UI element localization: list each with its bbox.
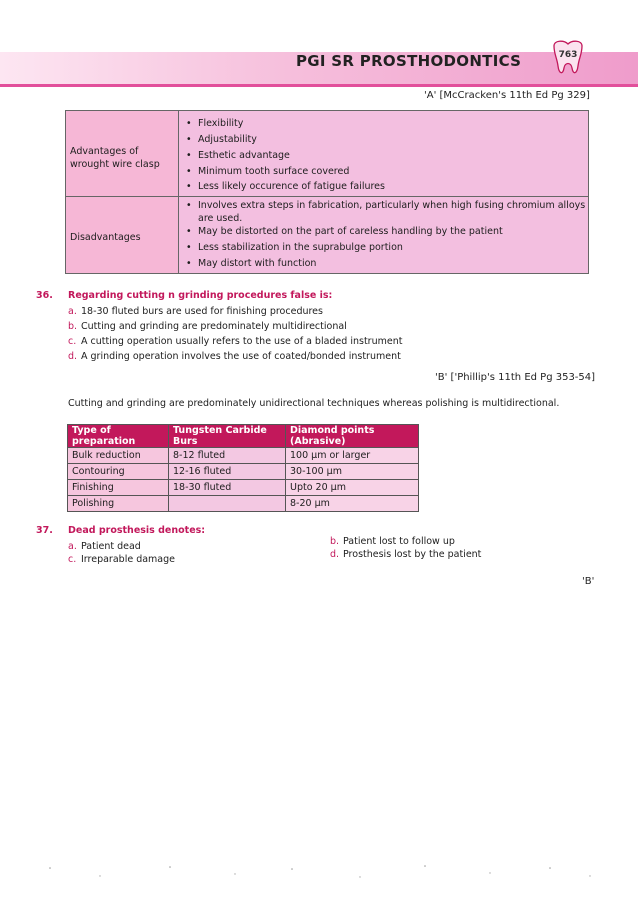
column-header: Diamond points (Abrasive) xyxy=(286,425,419,448)
list-item: • Minimum tooth surface covered xyxy=(186,165,594,178)
list-item: • Less stabilization in the suprabulge portion xyxy=(186,241,594,254)
option-d: d. A grinding operation involves the use of coated/bonded instrument xyxy=(68,351,401,362)
row-label: Advantages of wrought wire clasp xyxy=(70,146,160,170)
option-c: c. A cutting operation usually refers to the use of a bladed instrument xyxy=(68,336,403,347)
list-item: • Adjustability xyxy=(186,133,594,146)
answer-reference: 'A' [McCracken's 11th Ed Pg 329] xyxy=(424,90,590,101)
option-a: a. Patient dead xyxy=(68,541,141,552)
table-cell: Finishing xyxy=(68,480,169,496)
column-header: Type of preparation xyxy=(68,425,169,448)
answer-reference: 'B' ['Phillip's 11th Ed Pg 353-54] xyxy=(435,372,596,383)
header-rule xyxy=(0,84,638,87)
table-cell: 8-12 fluted xyxy=(169,448,286,464)
option-d: d. Prosthesis lost by the patient xyxy=(330,549,482,560)
table-row xyxy=(68,464,419,480)
question-text: Regarding cutting n grinding procedures false is: xyxy=(68,290,333,301)
question-text: Dead prosthesis denotes: xyxy=(68,525,206,536)
table-cell: 18-30 fluted xyxy=(169,480,286,496)
list-item: • Less likely occurence of fatigue failures xyxy=(186,180,594,193)
option-b: b. Cutting and grinding are predominately multidirectional xyxy=(68,321,347,332)
table-cell: Polishing xyxy=(68,496,169,512)
list-item: • Involves extra steps in fabrication, particularly when high fusing chromium alloys are used. xyxy=(186,199,594,225)
table-row xyxy=(68,448,419,464)
page-number: 763 xyxy=(558,50,578,60)
table-cell: 30-100 µm xyxy=(286,464,419,480)
table-cell: 100 µm or larger xyxy=(286,448,419,464)
table-cell: Bulk reduction xyxy=(68,448,169,464)
table-cell: 8-20 µm xyxy=(286,496,419,512)
list-item: • May be distorted on the part of careless handling by the patient xyxy=(186,225,594,238)
explanation-text: Cutting and grinding are predominately unidirectional techniques whereas polishing is multidirectional. xyxy=(68,398,560,409)
option-b: b. Patient lost to follow up xyxy=(330,536,455,547)
list-item: • Esthetic advantage xyxy=(186,149,594,162)
preparation-table xyxy=(67,424,419,512)
answer-key: 'B' xyxy=(582,576,595,587)
table-row xyxy=(68,480,419,496)
question-number: 36. xyxy=(36,290,53,301)
row-label: Disadvantages xyxy=(70,232,141,243)
table-row xyxy=(68,496,419,512)
table-cell: Upto 20 µm xyxy=(286,480,419,496)
page-title: PGI SR PROSTHODONTICS xyxy=(296,52,522,70)
table-cell: Contouring xyxy=(68,464,169,480)
clasp-table xyxy=(65,110,589,274)
list-item: • Flexibility xyxy=(186,117,594,130)
column-header: Tungsten Carbide Burs xyxy=(169,425,286,448)
question-number: 37. xyxy=(36,525,53,536)
option-a: a. 18-30 fluted burs are used for finishing procedures xyxy=(68,306,323,317)
scan-speckle xyxy=(30,862,610,882)
table-cell: 12-16 fluted xyxy=(169,464,286,480)
list-item: • May distort with function xyxy=(186,257,594,270)
option-c: c. Irreparable damage xyxy=(68,554,175,565)
table-header-row xyxy=(68,425,419,448)
table-cell xyxy=(169,496,286,512)
